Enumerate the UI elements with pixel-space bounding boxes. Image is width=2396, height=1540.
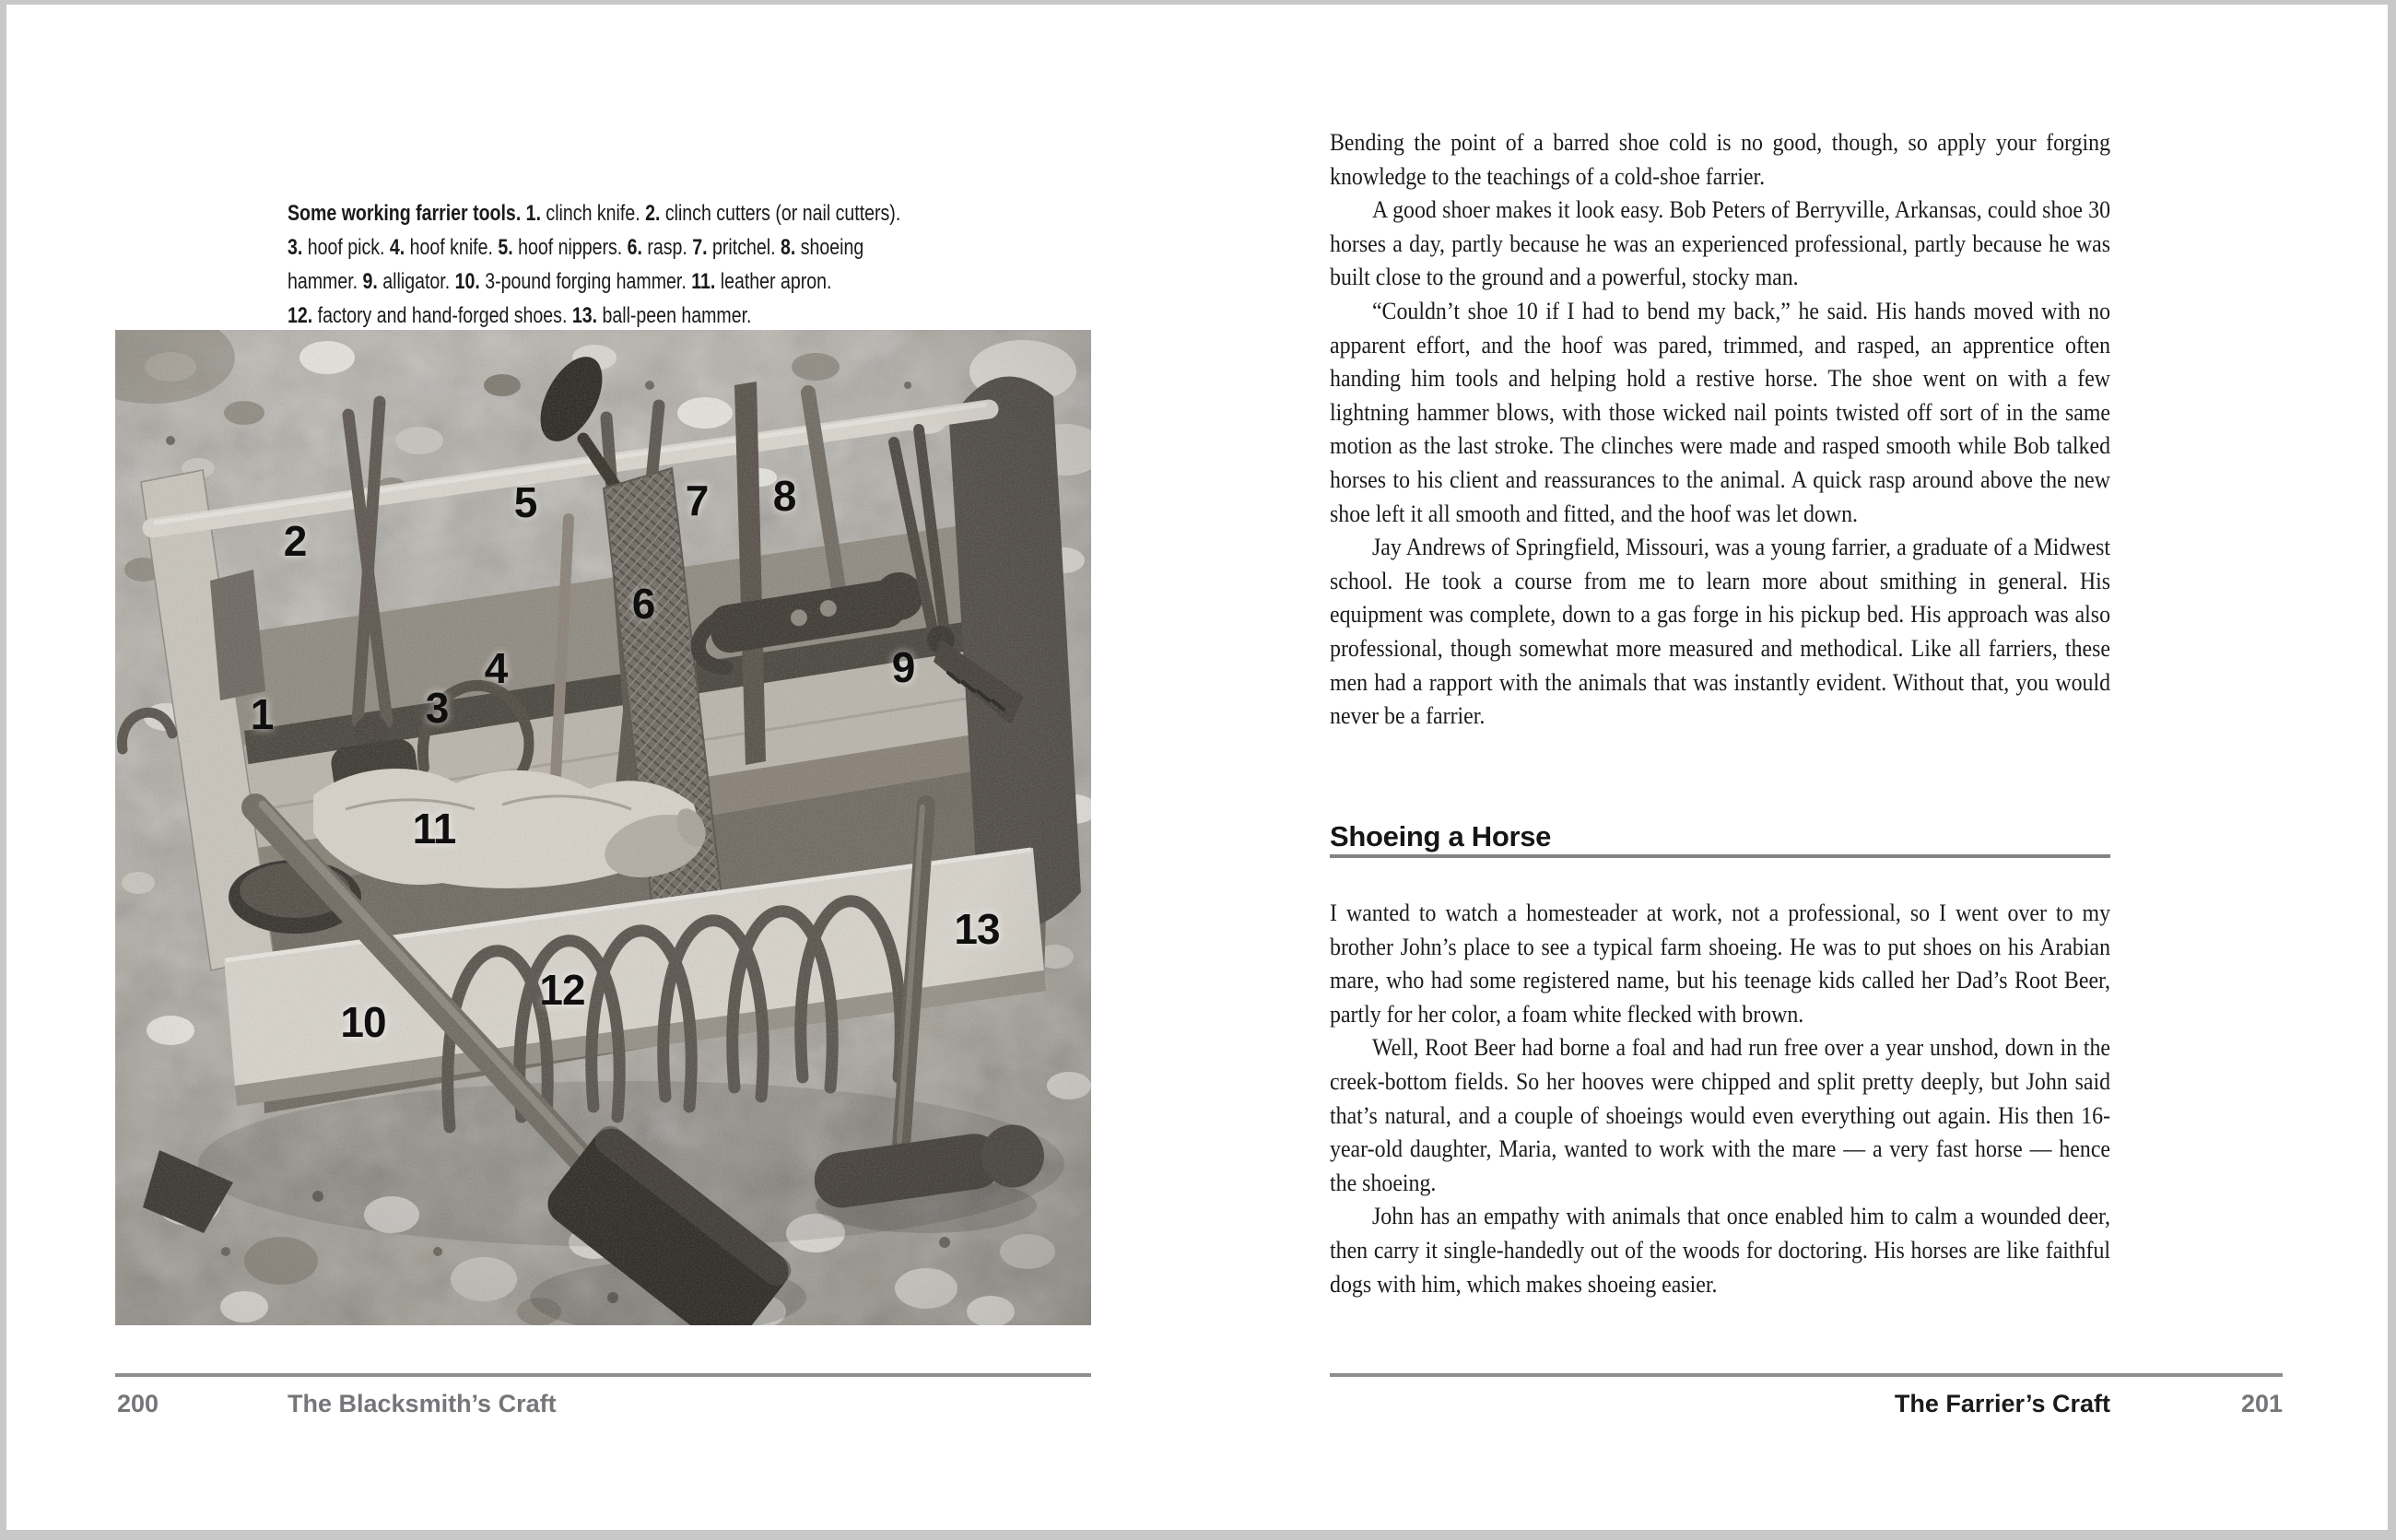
caption-segment: clinch cutters (or nail cutters).: [660, 201, 901, 226]
body-paragraph: John has an empathy with animals that once enabled him to calm a wounded deer, then carry it single-handedly out of the woods for doctoring. His horses are like faithful dogs with him, which makes shoeing easier.: [1330, 1202, 2111, 1298]
caption-segment: rasp.: [641, 235, 693, 260]
body-paragraph: Well, Root Beer had borne a foal and had run free over a year unshod, down in the creek-bottom fields. So her hooves were chipped and split pretty deeply, but John said that’s natural, and a couple of shoeings would even everything out again. His then 16-year-old daughter, Maria, wanted to work with the mare — a very fast horse — hence the shoeing.: [1330, 1033, 2111, 1196]
caption-segment-bold: 13.: [571, 303, 598, 328]
caption-segment-bold: 6.: [627, 235, 642, 260]
right-running-head: The Farrier’s Craft: [1894, 1390, 2110, 1417]
caption-segment-bold: 9.: [362, 269, 378, 294]
left-page-footer: [115, 1388, 1091, 1421]
right-page-number: 201: [2240, 1390, 2283, 1417]
caption-segment: hoof pick.: [302, 235, 390, 260]
caption-segment-bold: Some working farrier tools.: [288, 201, 526, 226]
body-paragraph: A good shoer makes it look easy. Bob Peters of Berryville, Arkansas, could shoe 30 horses a day, partly because he was an experienced professional, partly because he was built close to the ground and a powerful, stocky man.: [1330, 195, 2111, 291]
body-paragraph: I wanted to watch a homesteader at work, not a professional, so I went over to my brother John’s place to see a typical farm shoeing. He was to put shoes on his Arabian mare, who had some registered name, but his teenage kids called her Dad’s Root Beer, partly for her color, a foam white flecked with brown.: [1330, 899, 2111, 1028]
photo-number-10: 10: [340, 998, 386, 1046]
caption-segment-bold: 1.: [525, 201, 541, 226]
caption-segment-bold: 7.: [692, 235, 708, 260]
right-page-footer: [1330, 1388, 2283, 1421]
body-paragraph: “Couldn’t shoe 10 if I had to bend my back,” he said. His hands moved with no apparent effort, and the hoof was pared, trimmed, and rasped, an apprentice often handing him tools and helping hold a restive horse. The shoe went on with a few lightning hammer blows, with those wicked nail points twisted off sort of in the same motion as the last stroke. The clinches were made and rasped smooth while Bob talked horses to his client and reassurances to the animal. A quick rasp around above the new shoe left it all smooth and fitted, and the hoof was let down.: [1330, 296, 2111, 527]
body-text-column-bottom: [1330, 896, 2110, 1300]
caption-segment: 3-pound forging hammer.: [479, 269, 692, 294]
caption-segment: hoof knife.: [405, 235, 499, 260]
farrier-tools-photo: [115, 330, 1091, 1325]
body-text-column-top: [1330, 125, 2110, 733]
left-running-head: The Blacksmith’s Craft: [288, 1390, 557, 1417]
caption-segment-bold: 4.: [389, 235, 405, 260]
photo-number-11: 11: [412, 805, 456, 852]
photo-number-13: 13: [954, 905, 1000, 953]
photo-number-8: 8: [772, 472, 796, 520]
photo-number-9: 9: [891, 643, 915, 691]
caption-segment-bold: 5.: [498, 235, 513, 260]
caption-segment: hammer.: [288, 269, 363, 294]
photo-number-3: 3: [425, 684, 449, 732]
paragraph-group-after-heading: [1330, 896, 2110, 1300]
figure-caption: [288, 196, 1080, 335]
caption-segment-bold: 10.: [454, 269, 480, 294]
caption-segment: shoeing: [795, 235, 864, 260]
paragraph-group-before-heading: [1330, 125, 2110, 733]
right-footer-rule: [1330, 1373, 2283, 1377]
left-footer-rule: [115, 1373, 1091, 1377]
photo-number-6: 6: [631, 580, 655, 628]
caption-segment: ball-peen hammer.: [597, 303, 752, 328]
caption-segment-bold: 2.: [645, 201, 661, 226]
photo-number-layer: [115, 330, 1091, 1325]
caption-segment: leather apron.: [715, 269, 832, 294]
photo-number-12: 12: [539, 966, 585, 1014]
caption-segment: alligator.: [377, 269, 455, 294]
left-page-number: 200: [117, 1390, 159, 1417]
page-spread: [6, 5, 2388, 1530]
caption-segment-bold: 3.: [288, 235, 303, 260]
body-paragraph: Jay Andrews of Springfield, Missouri, was a young farrier, a graduate of a Midwest school. He took a course from me to learn more about smithing in general. His equipment was complete, down to a gas forge in his pickup bed. His approach was also professional, though somewhat more measured and methodical. Like all farriers, these men had a rapport with the animals that was instantly evident. Without that, you would never be a farrier.: [1330, 533, 2111, 730]
caption-segment: factory and hand-forged shoes.: [312, 303, 572, 328]
section-heading: Shoeing a Horse: [1330, 820, 2110, 858]
caption-segment-bold: 8.: [780, 235, 796, 260]
photo-number-7: 7: [685, 476, 709, 524]
photo-number-1: 1: [250, 690, 274, 738]
body-paragraph: Bending the point of a barred shoe cold is no good, though, so apply your forging knowledge to the teachings of a cold-shoe farrier.: [1330, 128, 2111, 190]
photo-number-4: 4: [484, 644, 508, 692]
caption-segment: clinch knife.: [540, 201, 646, 226]
caption-segment-bold: 12.: [288, 303, 313, 328]
photo-number-2: 2: [283, 517, 307, 565]
caption-segment: hoof nippers.: [512, 235, 628, 260]
caption-segment-bold: 11.: [691, 269, 716, 294]
caption-segment: pritchel.: [707, 235, 781, 260]
figure-caption-text: [288, 196, 1065, 333]
photo-number-5: 5: [513, 478, 537, 526]
